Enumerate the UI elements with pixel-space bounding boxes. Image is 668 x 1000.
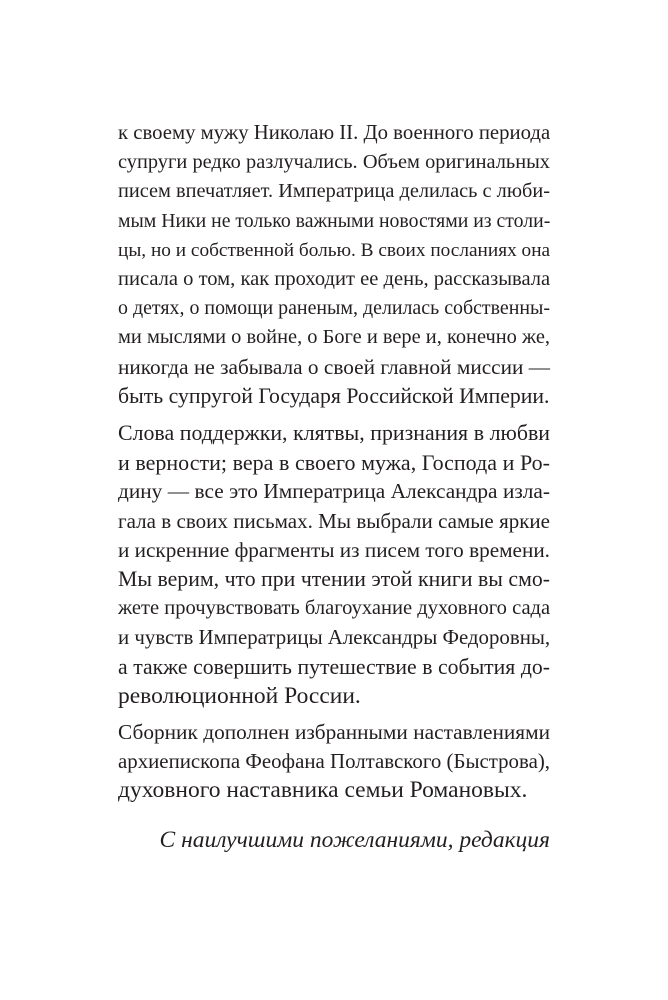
text-line: к своему мужу Николаю II. До военного периода xyxy=(118,122,551,144)
text-line: дину — все это Императрица Александра изла- xyxy=(118,479,550,504)
text-line: и чувств Императрицы Александры Федоровны, xyxy=(118,625,551,650)
text-line: а также совершить путешествие в события до- xyxy=(118,654,550,679)
text-line: архиепископа Феофана Полтавского (Быстрова), xyxy=(118,749,551,774)
text-line: мым Ники не только важными новостями из столи- xyxy=(118,209,551,232)
text-line: Мы верим, что при чтении этой книги вы смо- xyxy=(118,566,550,591)
text-line: о детях, о помощи раненым, делилась собственны- xyxy=(118,297,550,320)
text-line: и верности; вера в своего мужа, Господа и Ро- xyxy=(118,450,550,476)
text-line: духовного наставника семьи Романовых. xyxy=(118,777,528,804)
text-line: писала о том, как проходит ее день, рассказывала xyxy=(118,267,551,290)
text-line: никогда не забывала о своей главной миссии — xyxy=(118,354,550,379)
text-line: гала в своих письмах. Мы выбрали самые яркие xyxy=(118,508,550,533)
text-line: цы, но и собственной болью. В своих посланиях она xyxy=(118,239,551,261)
editorial-signature: С наилучшими пожеланиями, редакция xyxy=(159,827,550,853)
text-line: Сборник дополнен избранными наставлениями xyxy=(118,720,550,744)
text-line: Слова поддержки, клятвы, признания в любви xyxy=(118,421,550,445)
text-line: революционной России. xyxy=(118,682,361,709)
text-line: ми мыслями о войне, о Боге и вере и, конечно же, xyxy=(118,326,550,349)
text-line: супруги редко разлучались. Объем оригинальных xyxy=(118,151,550,174)
paragraph-1 xyxy=(118,119,550,411)
text-line: писем впечатляет. Императрица делилась с люби- xyxy=(118,180,550,203)
text-line: жете прочувствовать благоухание духовного сада xyxy=(118,597,551,620)
text-line: и искренние фрагменты из писем того времени. xyxy=(118,537,550,562)
text-line: быть супругой Государя Российской Империи. xyxy=(118,383,550,408)
paragraph-3 xyxy=(118,718,550,806)
paragraph-2 xyxy=(118,419,550,711)
